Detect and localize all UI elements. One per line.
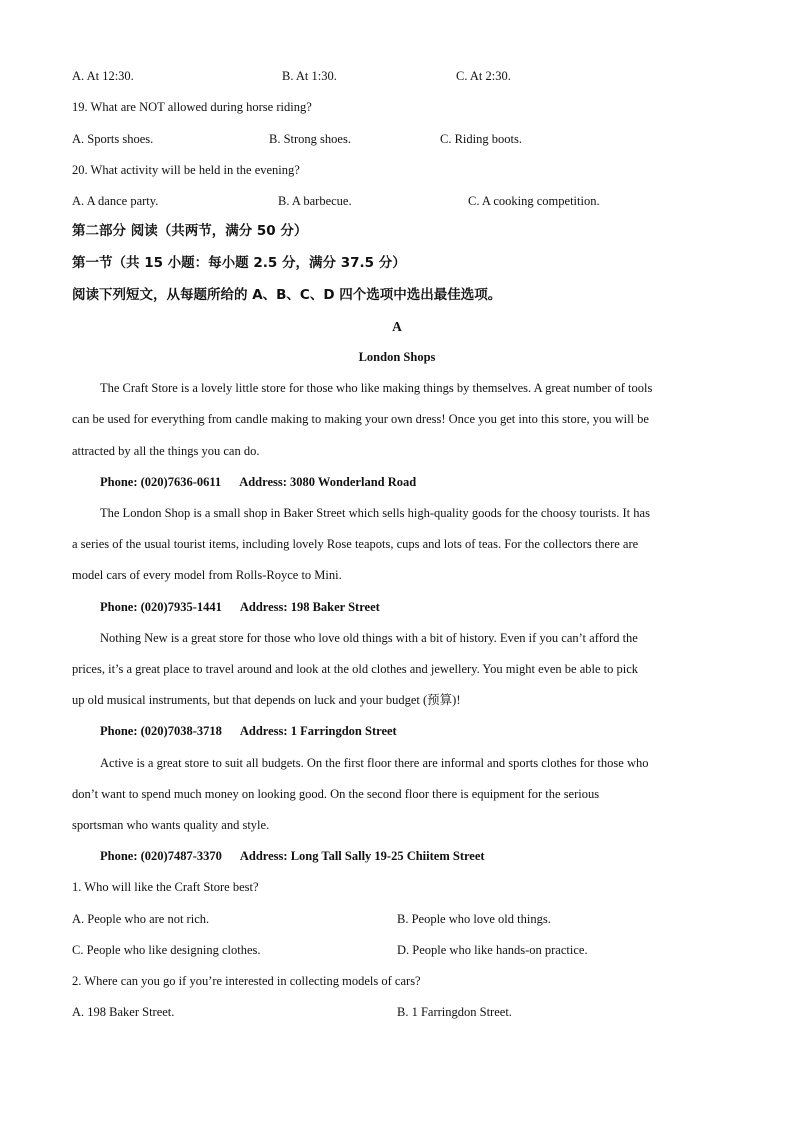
shop-2-contact <box>100 599 380 615</box>
paragraph-3-line-2: prices, it’s a great place to travel around and look at the old clothes and jewellery. You might even be able to pick <box>72 662 639 676</box>
q20-option-a: A. A dance party. <box>72 194 159 208</box>
shop-2-phone: Phone: (020)7935-1441 <box>100 600 222 614</box>
q20-stem: 20. What activity will be held in the evening? <box>72 163 300 177</box>
paragraph-1-line-1: The Craft Store is a lovely little store for those who like making things by themselves. A great number of tools <box>100 381 653 395</box>
q19-option-c: C. Riding boots. <box>440 132 522 146</box>
q1-option-c: C. People who like designing clothes. <box>72 943 261 957</box>
paragraph-2-line-1: The London Shop is a small shop in Baker Street which sells high-quality goods for the choosy tourists. It has <box>100 506 650 520</box>
section1-title: 第一节（共 15 小题：每小题 2.5 分，满分 37.5 分） <box>72 255 406 271</box>
shop-4-phone: Phone: (020)7487-3370 <box>100 849 222 863</box>
part2-title: 第二部分 阅读（共两节，满分 50 分） <box>72 223 308 239</box>
q19-stem: 19. What are NOT allowed during horse riding? <box>72 100 312 114</box>
paragraph-4-line-1: Active is a great store to suit all budgets. On the first floor there are informal and sports clothes for those who <box>100 756 649 770</box>
shop-1-address: Address: 3080 Wonderland Road <box>239 475 417 489</box>
q18-option-c: C. At 2:30. <box>456 69 511 83</box>
q20-option-b: B. A barbecue. <box>278 194 352 208</box>
paragraph-3-line-1: Nothing New is a great store for those who love old things with a bit of history. Even if you can’t afford the <box>100 631 638 645</box>
q1-options-row-1 <box>72 911 732 927</box>
q1-options-row-2 <box>72 942 732 958</box>
paragraph-2-line-2: a series of the usual tourist items, including lovely Rose teapots, cups and lots of teas. For the collectors there are <box>72 537 639 551</box>
q18-option-a: A. At 12:30. <box>72 69 134 83</box>
paragraph-2-line-3: model cars of every model from Rolls-Royce to Mini. <box>72 568 342 582</box>
q19-option-b: B. Strong shoes. <box>269 132 351 146</box>
shop-3-contact <box>100 723 397 739</box>
q2-option-b: B. 1 Farringdon Street. <box>397 1005 512 1019</box>
passage-letter: A <box>392 319 402 334</box>
shop-1-phone: Phone: (020)7636-0611 <box>100 475 222 489</box>
q2-option-a: A. 198 Baker Street. <box>72 1005 175 1019</box>
q20-options <box>72 193 732 209</box>
paragraph-3-line-3: up old musical instruments, but that depends on luck and your budget (预算)! <box>72 693 461 707</box>
shop-4-contact <box>100 848 485 864</box>
shop-1-contact <box>100 474 416 490</box>
q1-stem: 1. Who will like the Craft Store best? <box>72 880 259 894</box>
paragraph-1-line-2: can be used for everything from candle making to making your own dress! Once you get into this store, you will be <box>72 412 649 426</box>
paragraph-4-line-2: don’t want to spend much money on looking good. On the second floor there is equipment for the serious <box>72 787 600 801</box>
shop-2-address: Address: 198 Baker Street <box>239 600 380 614</box>
q1-option-b: B. People who love old things. <box>397 912 551 926</box>
shop-4-address: Address: Long Tall Sally 19-25 Chiitem Street <box>239 849 485 863</box>
q2-stem: 2. Where can you go if you’re interested in collecting models of cars? <box>72 974 421 988</box>
q2-options <box>72 1004 732 1020</box>
q18-options <box>72 68 732 84</box>
q18-option-b: B. At 1:30. <box>282 69 337 83</box>
q19-options <box>72 131 732 147</box>
shop-3-address: Address: 1 Farringdon Street <box>239 724 397 738</box>
q19-option-a: A. Sports shoes. <box>72 132 154 146</box>
shop-3-phone: Phone: (020)7038-3718 <box>100 724 222 738</box>
paragraph-4-line-3: sportsman who wants quality and style. <box>72 818 270 832</box>
reading-instructions: 阅读下列短文，从每题所给的 A、B、C、D 四个选项中选出最佳选项。 <box>72 287 502 303</box>
q1-option-a: A. People who are not rich. <box>72 912 210 926</box>
q20-option-c: C. A cooking competition. <box>468 194 600 208</box>
passage-title: London Shops <box>358 350 436 364</box>
paragraph-1-line-3: attracted by all the things you can do. <box>72 444 260 458</box>
q1-option-d: D. People who like hands-on practice. <box>397 943 588 957</box>
